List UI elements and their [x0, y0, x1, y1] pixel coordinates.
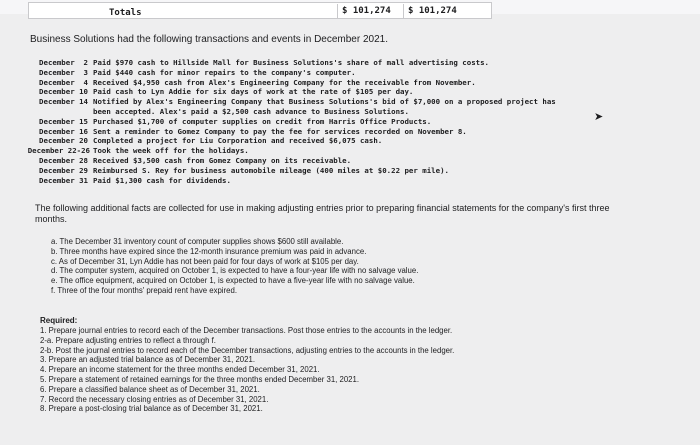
transaction-text: been accepted. Alex's paid a $2,500 cash advance to Business Solutions.: [93, 107, 409, 116]
transaction-text: Reimbursed S. Rey for business automobile mileage (400 miles at $0.22 per mile).: [93, 165, 449, 175]
totals-label: Totals: [109, 8, 142, 18]
transaction-text: Notified by Alex's Engineering Company that Business Solutions's bid of $7,000 on a proposed project has: [93, 97, 556, 107]
required-label: Required:: [40, 316, 78, 325]
page-title: Business Solutions had the following transactions and events in December 2021.: [30, 34, 388, 45]
transaction-text: Paid cash to Lyn Addie for six days of work at the rate of $105 per day.: [93, 87, 414, 97]
mouse-cursor-icon: ➤: [594, 111, 604, 123]
fact-item: b. Three months have expired since the 12-month insurance premium was paid in advance.: [51, 246, 367, 256]
transaction-date: December 28: [39, 156, 88, 165]
transaction-text: Received $3,500 cash from Gomez Company on its receivable.: [93, 156, 352, 165]
transaction-text: Received $4,950 cash from Alex's Engineering Company for the receivable from November.: [93, 77, 476, 87]
transaction-date: December 10: [39, 87, 88, 97]
totals-debit: $ 101,274: [337, 4, 406, 18]
transaction-text: Paid $970 cash to Hillside Mall for Business Solutions's share of mall advertising costs.: [93, 58, 490, 67]
fact-item: a. The December 31 inventory count of computer supplies shows $600 still available.: [51, 237, 344, 246]
transaction-text: Paid $440 cash for minor repairs to the company's computer.: [93, 67, 356, 77]
totals-row: [28, 2, 492, 19]
transaction-date: December 22-26: [27, 146, 90, 156]
transaction-date: December 29: [39, 165, 88, 175]
transaction-date: December 31: [39, 175, 88, 185]
totals-credit: $ 101,274: [403, 4, 478, 18]
transaction-text: Sent a reminder to Gomez Company to pay the fee for services recorded on November 8.: [93, 126, 467, 136]
fact-item: e. The office equipment, acquired on October 1, is expected to have a five-year life with no salvage value.: [51, 276, 415, 286]
fact-item: c. As of December 31, Lyn Addie has not been paid for four days of work at $105 per day.: [51, 256, 359, 266]
transaction-date: December 2: [39, 58, 88, 67]
transaction-date: December 14: [39, 97, 88, 107]
requirement-item: 1. Prepare journal entries to record each of the December transactions. Post those entries to the accounts in the ledger.: [40, 326, 453, 335]
requirement-item: 8. Prepare a post-closing trial balance as of December 31, 2021.: [40, 404, 263, 414]
transaction-date: December 4: [39, 77, 88, 87]
requirement-item: 2-a. Prepare adjusting entries to reflect a through f.: [40, 335, 216, 345]
transaction-date: December 16: [39, 126, 88, 136]
requirement-item: 7. Record the necessary closing entries as of December 31, 2021.: [40, 394, 269, 404]
transaction-text: Paid $1,300 cash for dividends.: [93, 175, 231, 185]
transaction-date: December 20: [39, 136, 88, 146]
requirement-item: 4. Prepare an income statement for the three months ended December 31, 2021.: [40, 365, 320, 375]
facts-list: [51, 237, 418, 296]
transaction-text: Purchased $1,700 of computer supplies on credit from Harris Office Products.: [93, 116, 432, 126]
requirement-item: 6. Prepare a classified balance sheet as of December 31, 2021.: [40, 384, 260, 394]
requirement-item: 5. Prepare a statement of retained earnings for the three months ended December 31, 2021.: [40, 374, 360, 384]
transaction-date: December 3: [39, 67, 88, 77]
transaction-date: December 15: [39, 116, 88, 126]
transaction-text: Completed a project for Liu Corporation and received $6,075 cash.: [93, 136, 383, 146]
additional-facts-intro: The following additional facts are collected for use in making adjusting entries prior to preparing financial statements for the company's first three months.: [35, 203, 610, 224]
fact-item: f. Three of the four months' prepaid rent have expired.: [51, 285, 237, 295]
transaction-text: Took the week off for the holidays.: [93, 146, 249, 156]
requirement-item: 3. Prepare an adjusted trial balance as of December 31, 2021.: [40, 355, 255, 365]
requirement-item: 2-b. Post the journal entries to record each of the December transactions, adjusting entries to the accounts in the ledger.: [40, 345, 455, 355]
fact-item: d. The computer system, acquired on October 1, is expected to have a four-year life with no salvage value.: [51, 266, 419, 276]
requirements-list: [40, 326, 454, 414]
